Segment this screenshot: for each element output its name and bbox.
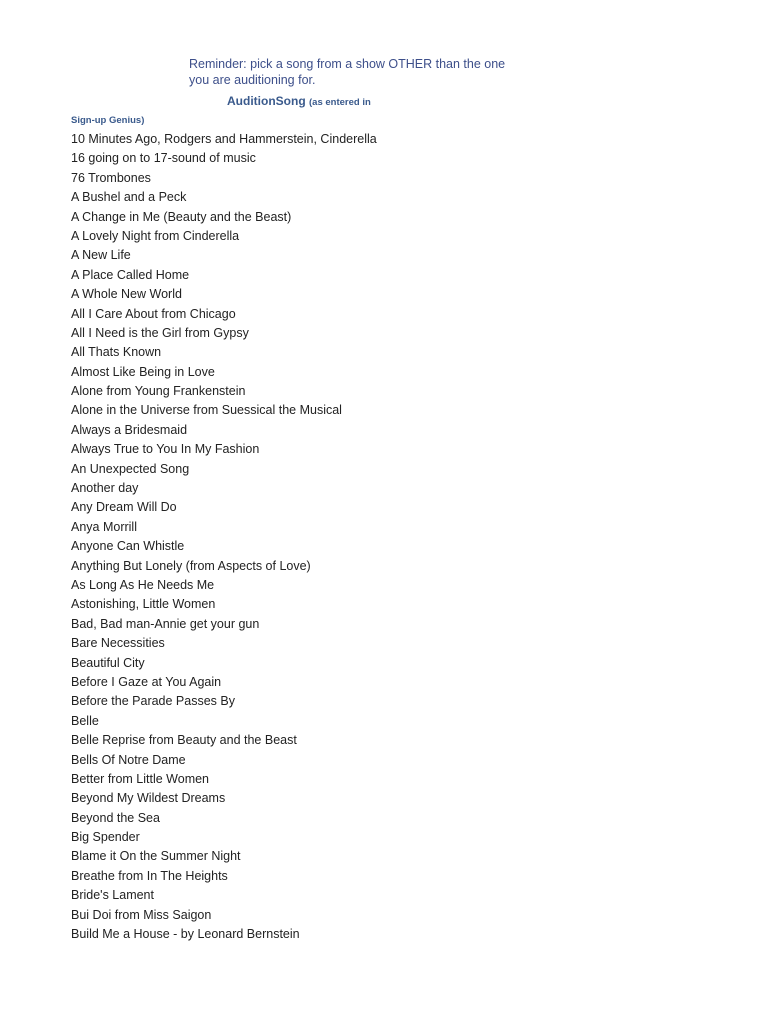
song-list-item: Blame it On the Summer Night bbox=[71, 849, 241, 864]
column-header bbox=[227, 94, 371, 108]
song-list-item: Alone in the Universe from Suessical the Musical bbox=[71, 403, 342, 418]
song-list-item: Before the Parade Passes By bbox=[71, 694, 235, 709]
song-list-item: A New Life bbox=[71, 248, 131, 263]
reminder-line-1: Reminder: pick a song from a show OTHER than the one bbox=[189, 57, 506, 71]
song-list bbox=[71, 130, 377, 944]
song-list-item: All Thats Known bbox=[71, 345, 162, 360]
song-list-item: Belle bbox=[71, 713, 99, 728]
song-list-item: An Unexpected Song bbox=[71, 461, 190, 476]
column-header-subtitle: Sign-up Genius) bbox=[71, 115, 145, 126]
song-list-item: Bui Doi from Miss Saigon bbox=[71, 907, 212, 922]
song-list-item: A Bushel and a Peck bbox=[71, 190, 187, 205]
song-list-item: Bride's Lament bbox=[71, 888, 154, 903]
song-list-item: Always True to You In My Fashion bbox=[71, 442, 260, 457]
song-list-item: Build Me a House - by Leonard Bernstein bbox=[71, 927, 300, 942]
song-list-item: Bells Of Notre Dame bbox=[71, 752, 186, 767]
song-list-item: A Whole New World bbox=[71, 287, 182, 302]
song-list-item: 10 Minutes Ago, Rodgers and Hammerstein, Cinderella bbox=[71, 132, 377, 146]
song-list-item: A Place Called Home bbox=[71, 267, 190, 282]
song-list-item: Bare Necessities bbox=[71, 636, 165, 651]
song-list-item: Breathe from In The Heights bbox=[71, 868, 228, 883]
song-list-item: Astonishing, Little Women bbox=[71, 597, 216, 612]
song-list-item: Before I Gaze at You Again bbox=[71, 674, 222, 689]
song-list-item: As Long As He Needs Me bbox=[71, 577, 215, 592]
song-list-item: A Change in Me (Beauty and the Beast) bbox=[71, 209, 292, 224]
column-header-title: AuditionSong bbox=[227, 94, 306, 108]
song-list-item: Beyond My Wildest Dreams bbox=[71, 791, 226, 806]
song-list-item: A Lovely Night from Cinderella bbox=[71, 228, 240, 243]
song-list-item: Anyone Can Whistle bbox=[71, 539, 185, 554]
song-list-item: Belle Reprise from Beauty and the Beast bbox=[71, 733, 297, 748]
song-list-item: Bad, Bad man-Annie get your gun bbox=[71, 616, 260, 631]
song-list-item: Always a Bridesmaid bbox=[71, 422, 188, 437]
song-list-item: Beyond the Sea bbox=[71, 810, 160, 825]
column-header-note: (as entered in bbox=[309, 97, 371, 108]
song-list-item: 76 Trombones bbox=[71, 170, 151, 185]
song-list-item: Alone from Young Frankenstein bbox=[71, 384, 246, 399]
song-list-item: Beautiful City bbox=[71, 655, 145, 670]
song-list-item: Almost Like Being in Love bbox=[71, 364, 215, 379]
song-list-item: Better from Little Women bbox=[71, 771, 210, 786]
song-list-item: Anya Morrill bbox=[71, 519, 137, 534]
song-list-item: All I Care About from Chicago bbox=[71, 306, 236, 321]
song-list-item: Any Dream Will Do bbox=[71, 500, 177, 515]
song-list-item: Another day bbox=[71, 481, 139, 496]
song-list-item: 16 going on to 17-sound of music bbox=[71, 151, 256, 166]
reminder-line-2: you are auditioning for. bbox=[189, 73, 316, 87]
song-list-item: All I Need is the Girl from Gypsy bbox=[71, 325, 249, 340]
reminder-note bbox=[189, 56, 529, 88]
song-list-item: Anything But Lonely (from Aspects of Love) bbox=[71, 558, 311, 573]
song-list-item: Big Spender bbox=[71, 830, 140, 845]
